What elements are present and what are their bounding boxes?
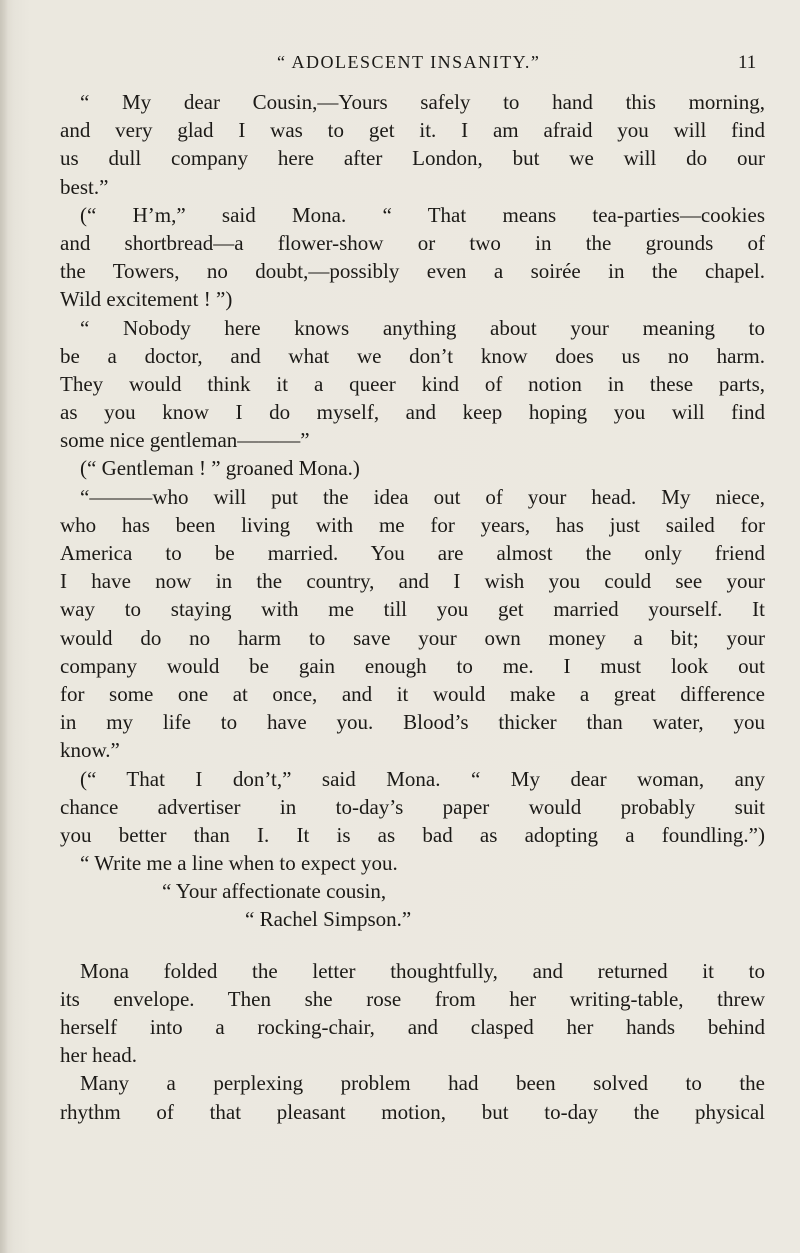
- text-line: as you know I do myself, and keep hoping you will find: [60, 400, 765, 425]
- text-line: (“ That I don’t,” said Mona. “ My dear woman, any: [80, 766, 765, 791]
- text-line: its envelope. Then she rose from her writing-table, threw: [60, 986, 765, 1011]
- text-line: be a doctor, and what we don’t know does us no harm.: [60, 343, 765, 368]
- text-line: the Towers, no doubt,—possibly even a soirée in the chapel.: [60, 259, 765, 284]
- text-line: her head.: [60, 1043, 137, 1068]
- text-line: who has been living with me for years, has just sailed for: [60, 512, 765, 537]
- text-line: Mona folded the letter thoughtfully, and returned it to: [80, 958, 765, 983]
- text-line: know.”: [60, 738, 120, 763]
- text-line: chance advertiser in to-day’s paper would probably suit: [60, 794, 765, 819]
- text-line: Wild excitement ! ”): [60, 287, 233, 312]
- page-header: [0, 52, 800, 82]
- text-line: (“ Gentleman ! ” groaned Mona.): [80, 456, 360, 481]
- text-line: America to be married. You are almost the only friend: [60, 541, 765, 565]
- text-line: us dull company here after London, but we will do our: [60, 146, 765, 171]
- text-line: I have now in the country, and I wish you could see your: [60, 569, 765, 594]
- text-line: and very glad I was to get it. I am afraid you will find: [60, 118, 765, 143]
- text-line: way to staying with me till you get married yourself. It: [60, 597, 765, 622]
- page-number: 11: [738, 52, 757, 73]
- letter-closing: “ Your affectionate cousin,: [162, 879, 387, 904]
- text-line: rhythm of that pleasant motion, but to-day the physical: [60, 1099, 765, 1124]
- paragraph-gap: [60, 934, 765, 957]
- text-line: in my life to have you. Blood’s thicker than water, you: [60, 710, 765, 735]
- text-line: “ My dear Cousin,—Yours safely to hand this morning,: [80, 90, 765, 114]
- text-line: “ Nobody here knows anything about your meaning to: [80, 315, 765, 340]
- body-text: [60, 88, 765, 1126]
- gutter-shadow: [0, 0, 8, 1253]
- text-line: “———who will put the idea out of your head. My niece,: [80, 484, 765, 509]
- text-line: “ Write me a line when to expect you.: [80, 851, 398, 876]
- text-line: you better than I. It is as bad as adopting a foundling.”): [60, 822, 765, 847]
- text-line: some nice gentleman———”: [60, 428, 310, 453]
- letter-signature: “ Rachel Simpson.”: [245, 907, 412, 932]
- text-line: Many a perplexing problem had been solved to the: [80, 1071, 765, 1096]
- text-line: (“ H’m,” said Mona. “ That means tea-parties—cookies: [80, 202, 765, 227]
- text-line: would do no harm to save your own money a bit; your: [60, 625, 765, 650]
- text-line: for some one at once, and it would make a great difference: [60, 681, 765, 706]
- text-line: herself into a rocking-chair, and clasped her hands behind: [60, 1015, 765, 1039]
- text-line: and shortbread—a flower-show or two in the grounds of: [60, 230, 765, 255]
- text-line: company would be gain enough to me. I must look out: [60, 653, 765, 678]
- text-line: best.”: [60, 174, 109, 199]
- running-head: “ ADOLESCENT INSANITY.”: [277, 52, 541, 72]
- text-line: They would think it a queer kind of notion in these parts,: [60, 371, 765, 396]
